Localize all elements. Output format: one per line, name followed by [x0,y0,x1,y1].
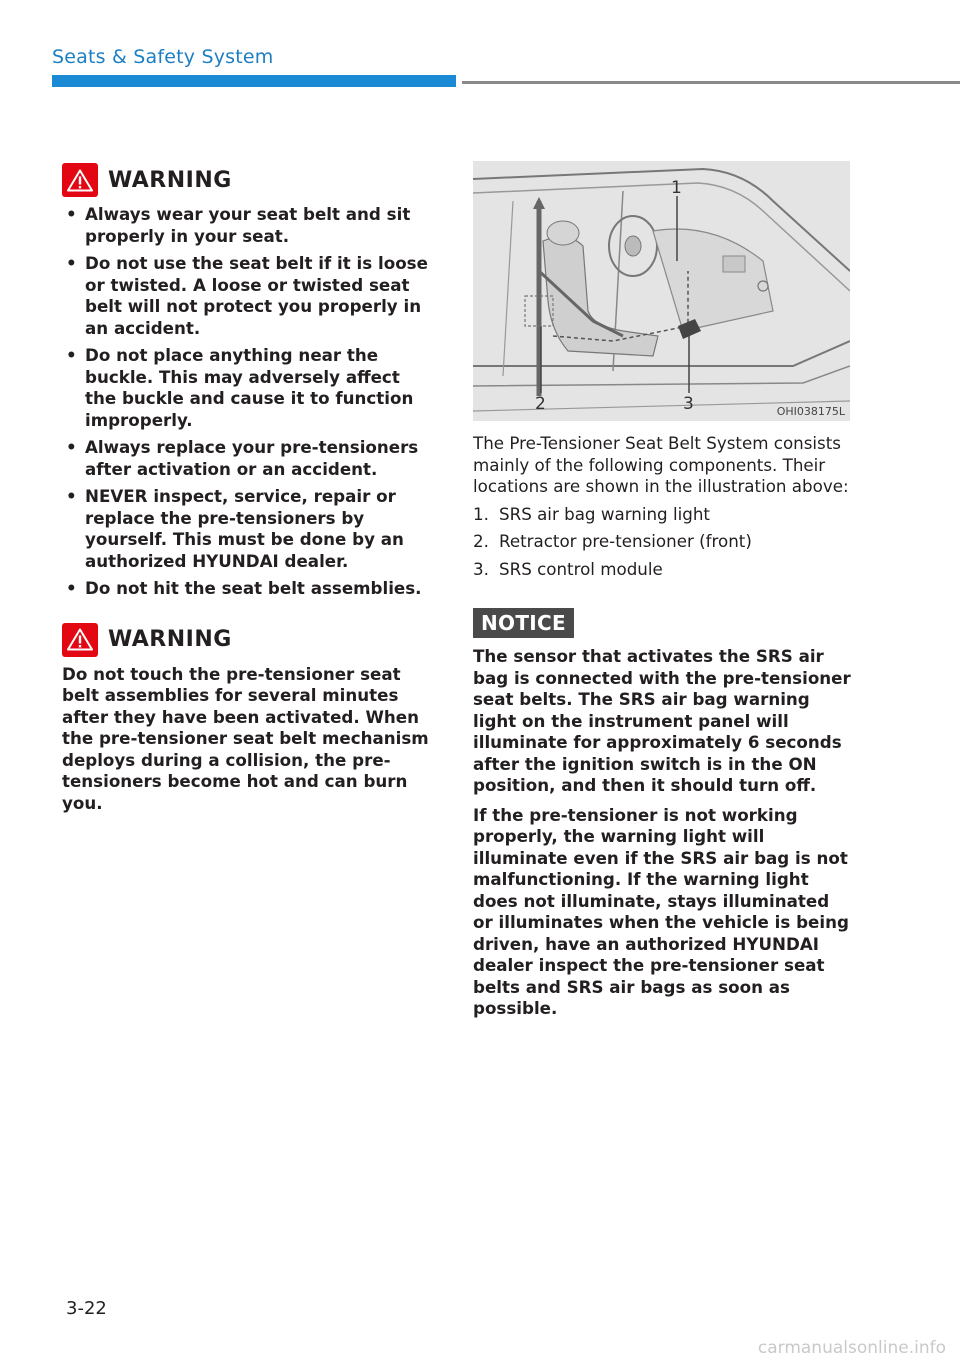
list-item: • Do not use the seat belt if it is loose or twisted. A loose or twisted seat belt will not protect you properly in an accident. [62,253,434,339]
illustration-code: OHI038175L [776,405,845,418]
warning-heading [62,160,434,200]
component-list [473,504,851,581]
warning-text: Do not touch the pre-tensioner seat belt assemblies for several minutes after they have been activated. When the pre-tensioner seat belt mechanism deploys during a collision, the pre-tensioners become hot and can burn you. [62,663,429,813]
warning-label: WARNING [108,167,232,193]
list-item: 1. SRS air bag warning light [473,503,710,524]
left-column [62,160,434,814]
list-item: 3. SRS control module [473,558,663,579]
warning-label: WARNING [108,627,232,652]
callout-2: 2 [535,394,546,414]
callout-1: 1 [671,178,682,198]
warning-list [62,204,434,600]
list-item: 2. Retractor pre-tensioner (front) [473,531,752,551]
header-rule-accent [52,75,456,87]
warning-heading [62,620,434,660]
right-column [473,161,851,1020]
warning-icon [62,623,98,657]
list-item: • Do not place anything near the buckle. This may adversely affect the buckle and cause it to function improperly. [62,345,434,431]
car-interior-drawing [473,161,850,421]
description-text: The Pre-Tensioner Seat Belt System consists mainly of the following components. Their locations are shown in the illustration above: [473,433,849,496]
notice-text: The sensor that activates the SRS air bag is connected with the pre-tensioner seat belts. The SRS air bag warning light on the instrument panel will illuminate for approximately 6 seconds after the ignition switch is in the ON position, and then it should turn off. [473,646,851,795]
notice-text: If the pre-tensioner is not working properly, the warning light will illuminate even if the SRS air bag is not malfunctioning. If the warning light does not illuminate, stays illuminated or illuminates when the vehicle is being driven, have an authorized HYUNDAI dealer inspect the pre-tensioner seat belts and SRS air bags as soon as possible. [473,804,849,1018]
warning-icon [62,163,98,197]
page-number: 3-22 [66,1298,107,1319]
seat-belt-illustration [473,161,850,421]
list-item: • NEVER inspect, service, repair or replace the pre-tensioners by yourself. This must be done by an authorized HYUNDAI dealer. [62,486,434,572]
list-item: • Always wear your seat belt and sit properly in your seat. [62,204,434,247]
list-item: • Always replace your pre-tensioners after activation or an accident. [62,437,434,480]
callout-3: 3 [683,394,694,414]
watermark: carmanualsonline.info [757,1338,946,1358]
list-item: • Do not hit the seat belt assemblies. [62,578,434,600]
section-title: Seats & Safety System [52,46,274,68]
notice-badge: NOTICE [473,608,574,638]
header-rule [462,81,960,84]
